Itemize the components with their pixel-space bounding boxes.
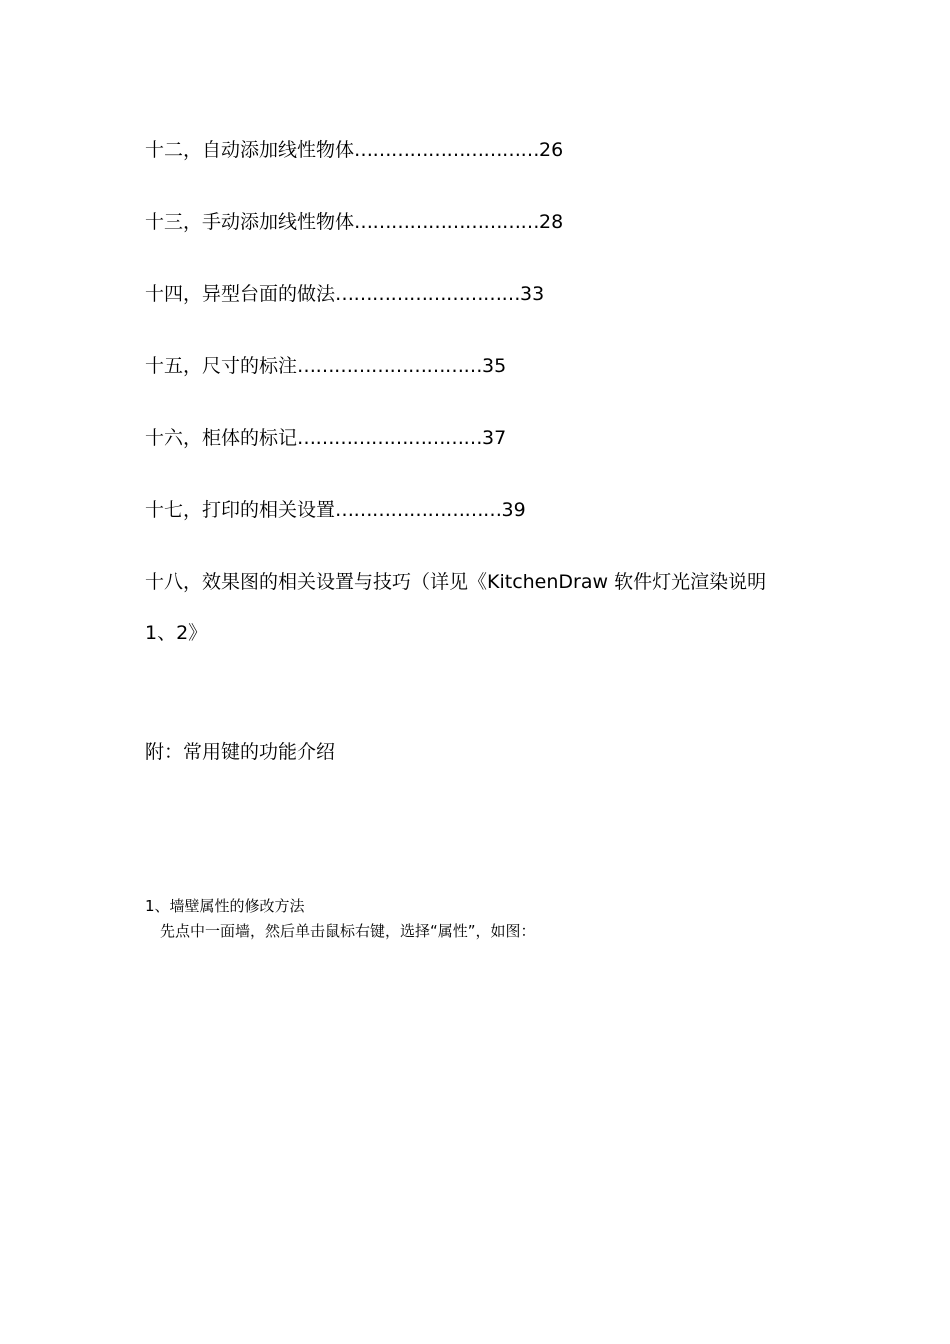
toc-item-12 (145, 137, 563, 163)
toc-item-18-line2: 1、2》 (145, 622, 208, 644)
toc-item-label: 十四，异型台面的做法 (145, 283, 336, 305)
toc-item-13 (145, 209, 563, 235)
toc-item-16 (145, 425, 506, 451)
toc-item-15 (145, 353, 506, 379)
section-heading: 1、墙壁属性的修改方法 (145, 897, 305, 915)
toc-leader-dots: ………………………… (335, 283, 521, 305)
section-paragraph: 先点中一面墙，然后单击鼠标右键，选择“属性”，如图： (160, 922, 536, 940)
toc-page-number: 26 (539, 139, 564, 161)
toc-item-label: 十六，柜体的标记 (145, 427, 298, 449)
toc-page-number: 37 (482, 427, 507, 449)
toc-page-number: 28 (539, 211, 564, 233)
toc-item-label: 十二，自动添加线性物体 (145, 139, 355, 161)
toc-leader-dots: ………………………… (354, 211, 540, 233)
toc-item-14 (145, 281, 544, 307)
appendix-heading: 附：常用键的功能介绍 (145, 741, 336, 763)
toc-item-label: 十三，手动添加线性物体 (145, 211, 355, 233)
toc-item-17 (145, 497, 526, 523)
toc-leader-dots: ………………………… (354, 139, 540, 161)
toc-item-label: 十七，打印的相关设置 (145, 499, 336, 521)
toc-item-18-line1: 十八，效果图的相关设置与技巧（详见《KitchenDraw 软件灯光渲染说明 (145, 571, 767, 593)
toc-leader-dots: ………………………… (297, 355, 483, 377)
toc-page-number: 33 (520, 283, 545, 305)
toc-page-number: 39 (501, 499, 526, 521)
toc-leader-dots: ……………………… (335, 499, 502, 521)
toc-page-number: 35 (482, 355, 507, 377)
toc-leader-dots: ………………………… (297, 427, 483, 449)
toc-item-label: 十五，尺寸的标注 (145, 355, 298, 377)
